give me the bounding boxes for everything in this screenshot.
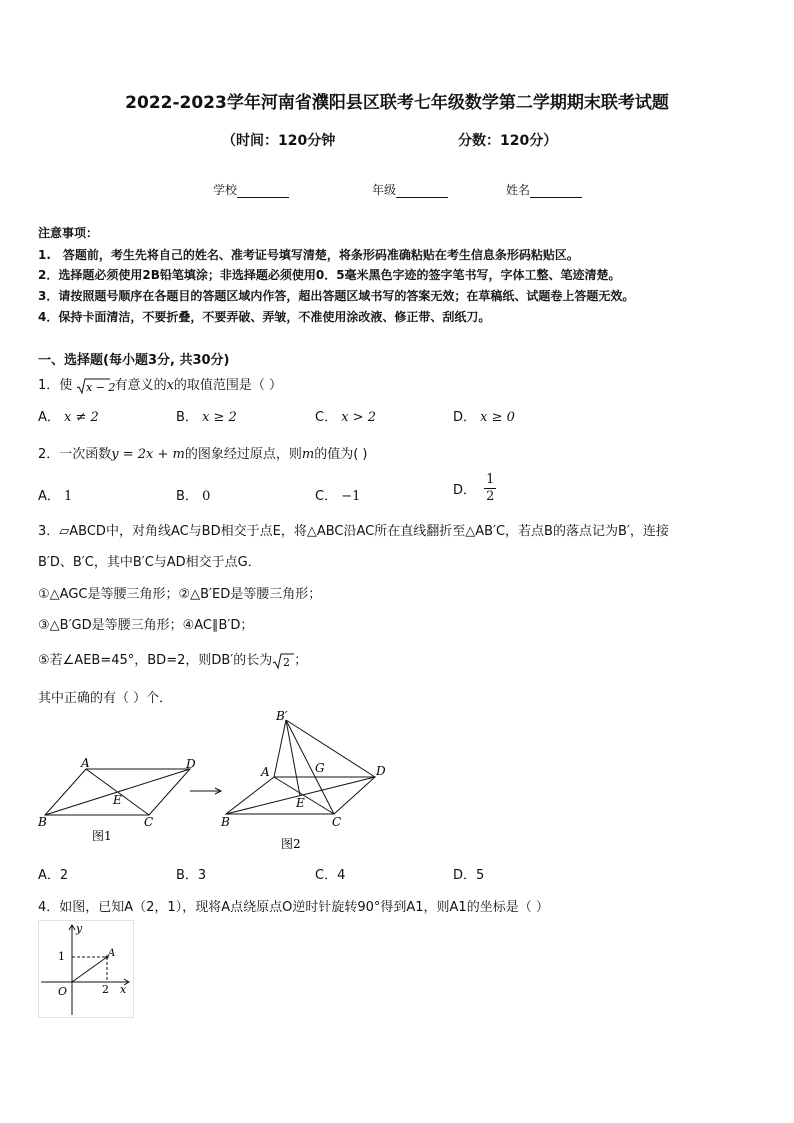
q3-sqrt-value: 2 bbox=[283, 655, 291, 669]
label-b: B bbox=[38, 815, 47, 829]
notice-heading: 注意事项： bbox=[38, 226, 99, 240]
q3-option-a[interactable]: A．2 bbox=[38, 868, 69, 883]
q3-line-4: ③△B′GD是等腰三角形；④AC∥B′D； bbox=[38, 618, 254, 633]
school-label: 学校 bbox=[213, 183, 238, 197]
name-blank bbox=[530, 185, 582, 198]
figure-2 bbox=[220, 709, 386, 851]
q1-var: x bbox=[166, 378, 174, 393]
radical-sign-icon bbox=[76, 377, 116, 395]
name-field bbox=[506, 181, 582, 198]
time-label: （时间：120分钟 bbox=[222, 133, 336, 149]
option-value: 1 bbox=[64, 489, 73, 504]
option-label: B． bbox=[176, 410, 198, 425]
label-g: G bbox=[315, 761, 325, 775]
question-1 bbox=[38, 374, 282, 395]
segment-b-prime-e bbox=[286, 720, 300, 796]
question-4: 4．如图，已知A（2，1），现将A点绕原点O逆时针旋转90°得到A1，则A1的坐标是（ ） bbox=[38, 900, 549, 915]
q2-option-c[interactable] bbox=[315, 485, 360, 504]
q4-coordinate-figure bbox=[38, 920, 134, 1018]
grade-label: 年级 bbox=[372, 183, 397, 197]
label-y: y bbox=[76, 922, 83, 935]
figure-2-caption: 图2 bbox=[281, 837, 301, 851]
q1-prefix: 1．使 bbox=[38, 378, 73, 393]
segment-oa bbox=[72, 957, 107, 982]
label-a: A bbox=[81, 756, 90, 770]
label-e: E bbox=[296, 796, 305, 810]
option-value: x > 2 bbox=[341, 410, 376, 425]
diagonal-bd bbox=[45, 769, 190, 815]
label-b-prime: B′ bbox=[276, 709, 288, 723]
figure-1 bbox=[37, 756, 196, 843]
q3-line-3: ①△AGC是等腰三角形；②△B′ED是等腰三角形； bbox=[38, 587, 322, 602]
label-c: C bbox=[144, 815, 154, 829]
q3-option-b[interactable]: B．3 bbox=[176, 868, 207, 883]
label-one: 1 bbox=[58, 950, 65, 963]
option-label: B． bbox=[176, 489, 198, 504]
q3-line-6: 其中正确的有（ ）个． bbox=[38, 691, 173, 706]
fraction-numerator: 1 bbox=[486, 472, 495, 487]
option-value: 0 bbox=[202, 489, 211, 504]
q2-var: m bbox=[301, 447, 315, 462]
figure-1-caption: 图1 bbox=[92, 829, 112, 843]
label-a: A bbox=[108, 948, 116, 959]
score-label: 分数：120分） bbox=[458, 133, 558, 149]
section-heading: 一、选择题(每小题3分, 共30分) bbox=[38, 353, 230, 368]
option-label: A． bbox=[38, 410, 60, 425]
q2-formula: y = 2x + m bbox=[111, 447, 185, 462]
q2-option-a[interactable] bbox=[38, 485, 72, 504]
q3-option-c[interactable]: C．4 bbox=[315, 868, 346, 883]
segment-b-prime-d bbox=[286, 720, 375, 777]
option-value: −1 bbox=[341, 489, 361, 504]
option-value: x ≥ 0 bbox=[480, 410, 515, 425]
q3-line-5-end: ； bbox=[294, 653, 308, 668]
notice-item: 4．保持卡面清洁，不要折叠，不要弄破、弄皱，不准使用涂改液、修正带、刮纸刀。 bbox=[38, 310, 491, 324]
q3-option-d[interactable]: D．5 bbox=[453, 868, 485, 883]
segment-b-prime-c bbox=[286, 720, 334, 814]
label-c: C bbox=[332, 815, 342, 829]
school-blank bbox=[237, 185, 289, 198]
sqrt-expression bbox=[76, 377, 116, 395]
q2-option-d[interactable] bbox=[453, 472, 496, 505]
q2-prefix: 2．一次函数 bbox=[38, 447, 112, 462]
q1-option-b[interactable] bbox=[176, 406, 237, 425]
q1-option-a[interactable] bbox=[38, 406, 99, 425]
segment-ab-prime bbox=[274, 720, 286, 777]
q2-option-b[interactable] bbox=[176, 485, 210, 504]
label-d: D bbox=[186, 757, 196, 771]
grade-field bbox=[372, 181, 448, 198]
q3-line-2: B′D、B′C，其中B′C与AD相交于点G． bbox=[38, 555, 261, 570]
option-value: x ≥ 2 bbox=[202, 410, 237, 425]
label-two: 2 bbox=[102, 983, 109, 996]
grade-blank bbox=[396, 185, 448, 198]
q1-suffix: 的取值范围是（ ） bbox=[173, 378, 283, 393]
option-value: x ≠ 2 bbox=[64, 410, 99, 425]
q3-figures bbox=[30, 700, 400, 860]
q1-option-c[interactable] bbox=[315, 406, 376, 425]
radical-sign-icon bbox=[272, 652, 294, 670]
q3-line-1: 3．▱ABCD中，对角线AC与BD相交于点E，将△ABC沿AC所在直线翻折至△AB′C，若点B的落点记为B′，连接 bbox=[38, 524, 669, 539]
label-b: B bbox=[221, 815, 230, 829]
q1-option-d[interactable] bbox=[453, 406, 515, 425]
exam-title: 2022-2023学年河南省濮阳县区联考七年级数学第二学期期末联考试题 bbox=[125, 93, 669, 113]
school-field bbox=[213, 181, 289, 198]
q3-line-5-text: ⑤若∠AEB=45°，BD=2，则DB′的长为 bbox=[38, 653, 273, 668]
label-x: x bbox=[120, 983, 127, 996]
fraction bbox=[484, 472, 496, 505]
q2-suffix: 的值为( ) bbox=[314, 447, 368, 462]
option-label: D． bbox=[453, 483, 477, 498]
option-label: C． bbox=[315, 410, 338, 425]
option-label: A． bbox=[38, 489, 60, 504]
q2-mid: 的图象经过原点，则 bbox=[184, 447, 302, 462]
label-e: E bbox=[113, 793, 122, 807]
notice-item: 1. 答题前，考生先将自己的姓名、准考证号填写清楚，将条形码准确粘贴在考生信息条形码粘贴区。 bbox=[38, 248, 579, 262]
figure-frame bbox=[39, 921, 134, 1018]
notice-item: 2．选择题必须使用2B铅笔填涂；非选择题必须使用0．5毫米黑色字迹的签字笔书写，字体工整、笔迹清楚。 bbox=[38, 268, 621, 282]
question-2 bbox=[38, 443, 368, 462]
notice-item: 3．请按照题号顺序在各题目的答题区域内作答，超出答题区域书写的答案无效；在草稿纸、试题卷上答题无效。 bbox=[38, 289, 635, 303]
label-o: O bbox=[58, 985, 68, 998]
q1-mid: 有意义的 bbox=[114, 378, 167, 393]
name-label: 姓名 bbox=[506, 183, 531, 197]
option-label: C． bbox=[315, 489, 338, 504]
q3-line-5 bbox=[38, 649, 307, 670]
label-d: D bbox=[376, 764, 386, 778]
q1-radicand: x − 2 bbox=[86, 380, 116, 394]
option-label: D． bbox=[453, 410, 477, 425]
fraction-denominator: 2 bbox=[486, 489, 495, 504]
arrow-icon bbox=[190, 788, 221, 794]
label-a: A bbox=[261, 765, 270, 779]
